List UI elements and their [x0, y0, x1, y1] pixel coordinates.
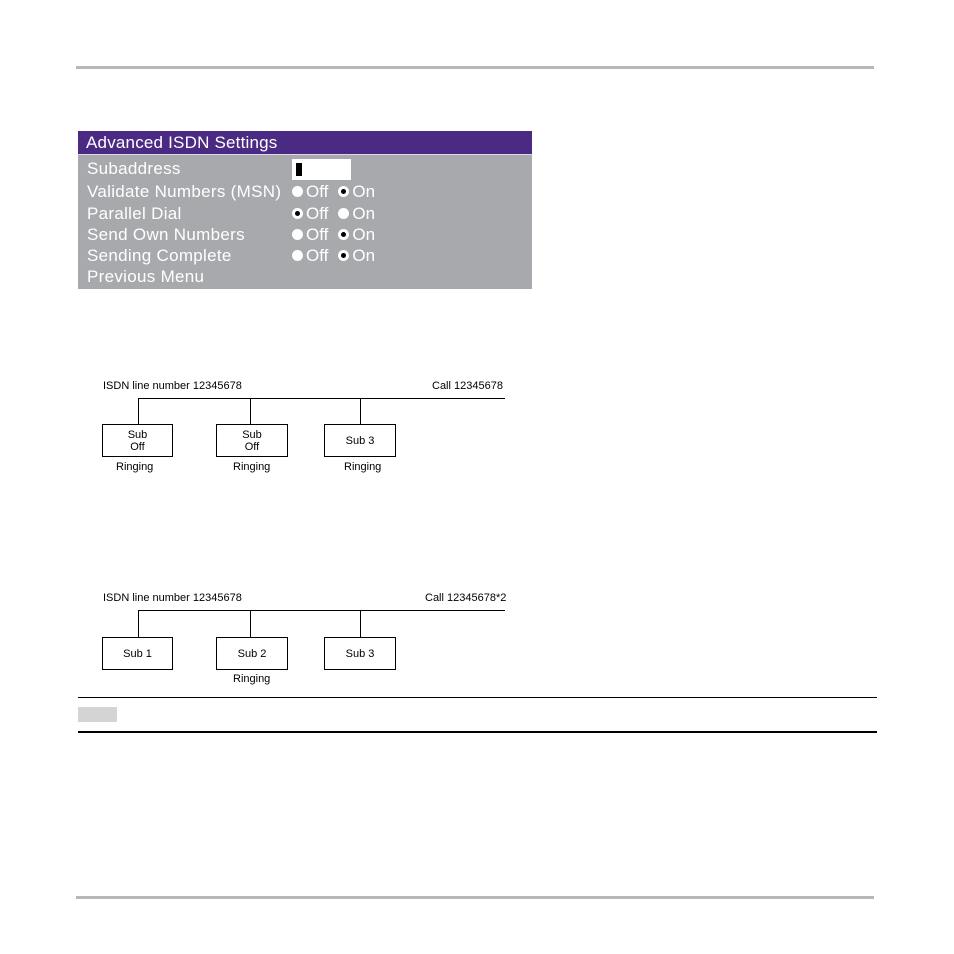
subaddress-input[interactable]	[292, 159, 351, 180]
radio-label-on: On	[352, 181, 376, 201]
validate-numbers-radio-group[interactable]	[292, 181, 385, 202]
terminal-box	[102, 424, 173, 457]
box-line1: Sub	[242, 428, 262, 441]
parallel-dial-radio-group[interactable]	[292, 203, 385, 224]
radio-label-on: On	[352, 224, 376, 244]
isdn-line	[138, 398, 505, 399]
status-label: Ringing	[344, 461, 382, 473]
footer-rule	[76, 896, 874, 899]
call-label: Call 12345678	[432, 380, 503, 392]
connector	[138, 610, 139, 638]
isdn-line	[138, 610, 505, 611]
advanced-isdn-settings-menu	[78, 131, 532, 289]
note-label	[78, 707, 117, 722]
radio-label-off: Off	[306, 203, 329, 223]
connector	[360, 398, 361, 425]
connector	[250, 610, 251, 638]
terminal-box	[324, 637, 396, 670]
terminal-box	[102, 637, 173, 670]
sending-complete-radio-group[interactable]	[292, 245, 385, 266]
menu-item-parallel-dial[interactable]: Parallel Dial	[87, 204, 182, 223]
radio-off-icon[interactable]	[292, 250, 303, 261]
radio-label-on: On	[352, 245, 376, 265]
send-own-numbers-radio-group[interactable]	[292, 224, 385, 245]
connector	[138, 398, 139, 425]
radio-label-off: Off	[306, 224, 329, 244]
box-line1: Sub	[127, 428, 148, 441]
box-line1: Sub 1	[123, 647, 152, 660]
menu-item-subaddress[interactable]: Subaddress	[87, 159, 181, 178]
menu-item-sending-complete[interactable]: Sending Complete	[87, 246, 232, 265]
radio-off-selected-icon[interactable]	[292, 208, 303, 219]
menu-item-previous-menu[interactable]: Previous Menu	[87, 267, 205, 286]
box-line1: Sub 3	[345, 647, 375, 660]
radio-label-off: Off	[306, 245, 329, 265]
connector	[360, 610, 361, 638]
connector	[250, 398, 251, 425]
box-line2: Off	[130, 440, 145, 453]
terminal-box	[324, 424, 396, 457]
box-line1: Sub 3	[345, 434, 375, 447]
box-line1: Sub 2	[237, 647, 267, 660]
menu-title: Advanced ISDN Settings	[78, 131, 532, 155]
status-label: Ringing	[233, 673, 271, 685]
note-rule-bottom	[78, 731, 877, 733]
terminal-box	[216, 637, 288, 670]
status-label: Ringing	[233, 461, 271, 473]
radio-label-off: Off	[306, 181, 329, 201]
note-rule-top	[78, 697, 877, 698]
menu-item-send-own-numbers[interactable]: Send Own Numbers	[87, 225, 245, 244]
terminal-box	[216, 424, 288, 457]
radio-off-icon[interactable]	[292, 229, 303, 240]
header-rule	[76, 66, 874, 69]
text-cursor	[296, 163, 302, 176]
box-line2: Off	[244, 440, 260, 453]
radio-on-selected-icon[interactable]	[338, 186, 349, 197]
menu-item-validate-numbers[interactable]: Validate Numbers (MSN)	[87, 182, 282, 201]
radio-on-selected-icon[interactable]	[338, 250, 349, 261]
call-label: Call 12345678*2	[425, 592, 507, 604]
isdn-line-label: ISDN line number 12345678	[103, 592, 242, 604]
isdn-line-label: ISDN line number 12345678	[103, 380, 242, 392]
radio-on-selected-icon[interactable]	[338, 229, 349, 240]
radio-label-on: On	[352, 203, 376, 223]
radio-off-icon[interactable]	[292, 186, 303, 197]
radio-on-icon[interactable]	[338, 208, 349, 219]
status-label: Ringing	[116, 461, 154, 473]
